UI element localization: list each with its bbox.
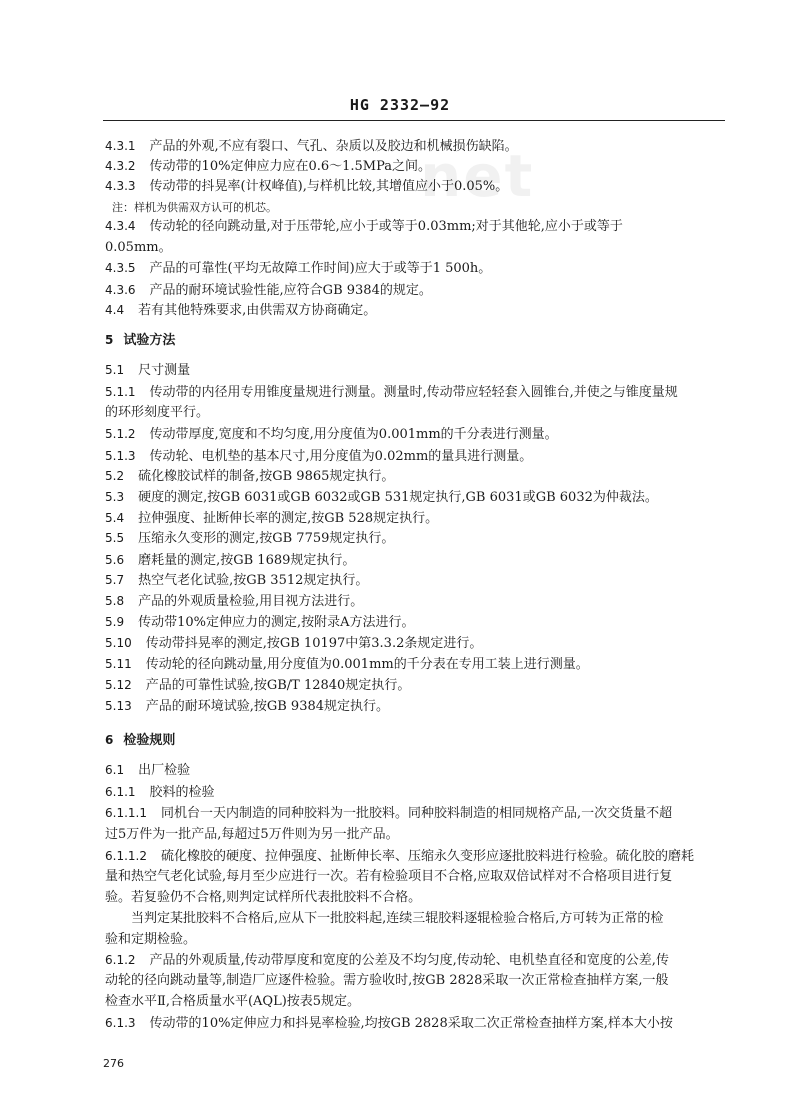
clause-number: 5.12 — [105, 678, 132, 692]
clause-number: 5.5 — [105, 531, 125, 545]
text-line — [105, 591, 725, 612]
clause-text: 尺寸测量 — [138, 363, 191, 378]
clause-number: 5.10 — [105, 636, 132, 650]
text-line — [105, 867, 725, 887]
text-line — [105, 466, 725, 487]
clause-text: 量和热空气老化试验,每月至少应进行一次。若有检验项目不合格,应取双倍试样对不合格项目进行复 — [105, 869, 673, 884]
text-line — [105, 403, 725, 423]
text-line — [105, 216, 725, 237]
clause-number: 5.1.3 — [105, 449, 136, 463]
clause-number: 5.7 — [105, 573, 125, 587]
clause-number: 6.1.1.1 — [105, 806, 147, 820]
clause-number: 4.3.2 — [105, 159, 136, 173]
clause-text: 检验规则 — [123, 733, 176, 748]
clause-number: 5.13 — [105, 699, 132, 713]
clause-text: 注：样机为供需双方认可的机芯。 — [112, 201, 277, 214]
clause-number: 6.1 — [105, 763, 125, 777]
clause-number: 5.1 — [105, 363, 125, 377]
text-line — [105, 675, 725, 696]
clause-text: 产品的可靠性试验,按GB/T 12840规定执行。 — [145, 678, 411, 693]
clause-text: 若有其他特殊要求,由供需双方协商确定。 — [138, 303, 377, 318]
clause-text: 传动轮的径向跳动量,用分度值为0.001mm的千分表在专用工装上进行测量。 — [145, 657, 589, 672]
text-line — [105, 300, 725, 321]
text-line — [105, 696, 725, 717]
text-line — [112, 198, 732, 218]
text-line — [105, 950, 725, 971]
standard-header: HG 2332—92 — [349, 96, 451, 114]
clause-text: 过5万件为一批产品,每超过5万件则为另一批产品。 — [105, 827, 399, 842]
page-number: 276 — [103, 1057, 124, 1070]
clause-text: 同机台一天内制造的同种胶料为一批胶料。同种胶料制造的相同规格产品,一次交货量不超 — [160, 806, 673, 821]
clause-number: 6.1.1 — [105, 785, 136, 799]
clause-number: 5.4 — [105, 511, 125, 525]
clause-text: 的环形刻度平行。 — [105, 405, 210, 420]
clause-number: 5.6 — [105, 553, 125, 567]
clause-number: 4.3.6 — [105, 283, 136, 297]
clause-number: 4.3.1 — [105, 139, 136, 153]
text-line — [105, 136, 725, 157]
watermark: net — [420, 142, 535, 210]
text-line — [105, 280, 725, 301]
text-line — [105, 633, 725, 654]
text-line — [105, 930, 725, 950]
text-line — [105, 360, 725, 381]
text-line — [105, 330, 725, 351]
clause-text: 传动带的10%定伸应力应在0.6～1.5MPa之间。 — [149, 159, 432, 174]
clause-number: 5.3 — [105, 490, 125, 504]
clause-text: 产品的外观质量,传动带厚度和宽度的公差及不均匀度,传动轮、电机垫直径和宽度的公差,传 — [149, 953, 669, 968]
text-line — [105, 760, 725, 781]
clause-text: 传动带的内径用专用锥度量规进行测量。测量时,传动带应轻轻套入圆锥台,并使之与锥度量规 — [149, 385, 678, 400]
clause-number: 5.9 — [105, 615, 125, 629]
clause-text: 产品的耐环境试验性能,应符合GB 9384的规定。 — [149, 283, 432, 298]
text-line — [105, 382, 725, 403]
clause-text: 传动带的抖晃率(计权峰值),与样机比较,其增值应小于0.05%。 — [149, 179, 509, 194]
clause-text: 当判定某批胶料不合格后,应从下一批胶料起,连续三辊胶料逐辊检验合格后,方可转为正常的检 — [131, 911, 664, 926]
clause-text: 产品的可靠性(平均无故障工作时间)应大于或等于1 500h。 — [149, 261, 492, 276]
text-line — [105, 654, 725, 675]
clause-text: 验和定期检验。 — [105, 932, 197, 947]
clause-text: 产品的外观质量检验,用目视方法进行。 — [138, 594, 364, 609]
clause-number: 6.1.3 — [105, 1016, 136, 1030]
text-line — [105, 258, 725, 279]
clause-number: 4.3.5 — [105, 261, 136, 275]
text-line — [105, 803, 725, 824]
text-line — [105, 176, 725, 197]
clause-number: 4.3.4 — [105, 219, 136, 233]
text-line — [105, 570, 725, 591]
text-line — [105, 446, 725, 467]
clause-text: 压缩永久变形的测定,按GB 7759规定执行。 — [138, 531, 395, 546]
clause-text: 动轮的径向跳动量等,制造厂应逐件检验。需方验收时,按GB 2828采取一次正常检查抽样方案,一般 — [105, 973, 669, 988]
text-line — [105, 487, 725, 508]
clause-text: 胶料的检验 — [149, 785, 215, 800]
clause-number: 5.2 — [105, 469, 125, 483]
clause-text: 传动带厚度,宽度和不均匀度,用分度值为0.001mm的千分表进行测量。 — [149, 427, 558, 442]
clause-text: 检查水平Ⅱ,合格质量水平(AQL)按表5规定。 — [105, 994, 361, 1009]
text-line — [105, 238, 725, 258]
clause-text: 硫化橡胶的硬度、拉伸强度、扯断伸长率、压缩永久变形应逐批胶料进行检验。硫化胶的磨耗 — [160, 849, 694, 864]
text-line — [105, 888, 725, 908]
clause-number: 5.8 — [105, 594, 125, 608]
clause-number: 5 — [105, 333, 114, 347]
clause-number: 6 — [105, 733, 114, 747]
text-line — [105, 825, 725, 845]
clause-text: 验。若复验仍不合格,则判定试样所代表批胶料不合格。 — [105, 890, 422, 905]
text-line — [105, 612, 725, 633]
clause-text: 产品的外观,不应有裂口、气孔、杂质以及胶边和机械损伤缺陷。 — [149, 139, 518, 154]
clause-text: 产品的耐环境试验,按GB 9384规定执行。 — [145, 699, 390, 714]
text-line — [105, 508, 725, 529]
clause-text: 热空气老化试验,按GB 3512规定执行。 — [138, 573, 369, 588]
clause-text: 试验方法 — [123, 333, 176, 348]
text-line — [105, 424, 725, 445]
clause-text: 出厂检验 — [138, 763, 191, 778]
text-line — [105, 550, 725, 571]
text-line — [105, 846, 725, 867]
clause-number: 6.1.1.2 — [105, 849, 147, 863]
clause-number: 5.1.2 — [105, 427, 136, 441]
text-line — [105, 1013, 725, 1034]
clause-text: 传动轮的径向跳动量,对于压带轮,应小于或等于0.03mm;对于其他轮,应小于或等于 — [149, 219, 623, 234]
text-line — [105, 782, 725, 803]
clause-text: 传动带的10%定伸应力和抖晃率检验,均按GB 2828采取二次正常检查抽样方案,样本大小按 — [149, 1016, 673, 1031]
clause-number: 4.4 — [105, 303, 125, 317]
text-line — [105, 971, 725, 991]
text-line — [105, 730, 725, 751]
text-line — [131, 909, 725, 929]
clause-text: 传动带10%定伸应力的测定,按附录A方法进行。 — [138, 615, 415, 630]
clause-text: 磨耗量的测定,按GB 1689规定执行。 — [138, 553, 356, 568]
clause-number: 4.3.3 — [105, 179, 136, 193]
header-rule — [103, 120, 725, 121]
clause-number: 5.1.1 — [105, 385, 136, 399]
clause-text: 传动带抖晃率的测定,按GB 10197中第3.3.2条规定进行。 — [145, 636, 483, 651]
text-line — [105, 992, 725, 1012]
clause-text: 拉伸强度、扯断伸长率的测定,按GB 528规定执行。 — [138, 511, 439, 526]
clause-number: 6.1.2 — [105, 953, 136, 967]
clause-text: 硬度的测定,按GB 6031或GB 6032或GB 531规定执行,GB 6031或GB 6032为仲裁法。 — [138, 490, 658, 505]
text-line — [105, 156, 725, 177]
clause-text: 硫化橡胶试样的制备,按GB 9865规定执行。 — [138, 469, 395, 484]
clause-number: 5.11 — [105, 657, 132, 671]
clause-text: 传动轮、电机垫的基本尺寸,用分度值为0.02mm的量具进行测量。 — [149, 449, 533, 464]
text-line — [105, 528, 725, 549]
clause-text: 0.05mm。 — [105, 240, 172, 255]
